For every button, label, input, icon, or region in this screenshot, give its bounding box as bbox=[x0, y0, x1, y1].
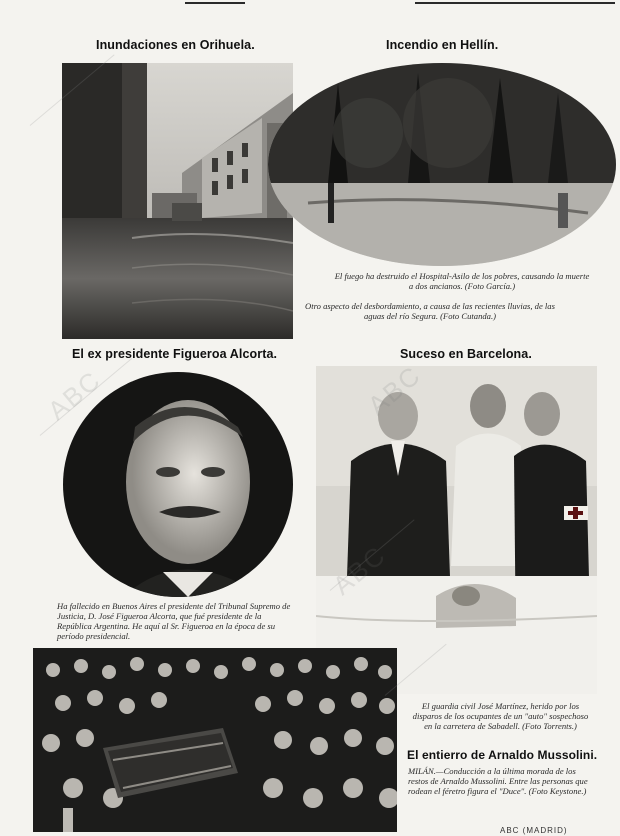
photo-mussolini-funeral bbox=[33, 648, 397, 832]
top-rule-right bbox=[415, 2, 615, 4]
headline-mussolini: El entierro de Arnaldo Mussolini. bbox=[407, 748, 598, 762]
caption-hellin: El fuego ha destruido el Hospital-Asilo de los pobres, causando la muerte a dos ancianos. (Foto García.) bbox=[334, 271, 590, 291]
top-rule-left bbox=[185, 2, 245, 4]
caption-mussolini: MILÁN.—Conducción a la última morada de los restos de Arnaldo Mussolini. Entre las personas que rodean el féretro figura el "Duce". (Foto Keystone.) bbox=[408, 766, 588, 796]
photo-hellin-fire bbox=[268, 63, 616, 266]
headline-orihuela: Inundaciones en Orihuela. bbox=[96, 38, 255, 52]
caption-figueroa: Ha fallecido en Buenos Aires el presidente del Tribunal Supremo de Justicia, D. José Figueroa Alcorta, que fué presidente de la República Argentina. He aquí al Sr. Figueroa en la época de su período presidencial. bbox=[57, 601, 291, 641]
page-footer: ABC (MADRID) bbox=[500, 826, 568, 835]
photo-barcelona-incident bbox=[316, 366, 597, 694]
caption-barcelona: El guardia civil José Martínez, herido por los disparos de los ocupantes de un "auto" sospechoso en la carretera de Sabadell. (Foto Torrents.) bbox=[412, 701, 589, 731]
caption-orihuela: Otro aspecto del desbordamiento, a causa de las recientes lluvias, de las aguas del río Segura. (Foto Cutanda.) bbox=[305, 301, 555, 321]
headline-hellin: Incendio en Hellín. bbox=[386, 38, 499, 52]
photo-figueroa-portrait bbox=[63, 372, 293, 597]
watermark-abc-1: ABC bbox=[41, 364, 107, 426]
headline-barcelona: Suceso en Barcelona. bbox=[400, 347, 532, 361]
photo-orihuela-flood bbox=[62, 63, 293, 339]
headline-figueroa: El ex presidente Figueroa Alcorta. bbox=[72, 347, 278, 361]
